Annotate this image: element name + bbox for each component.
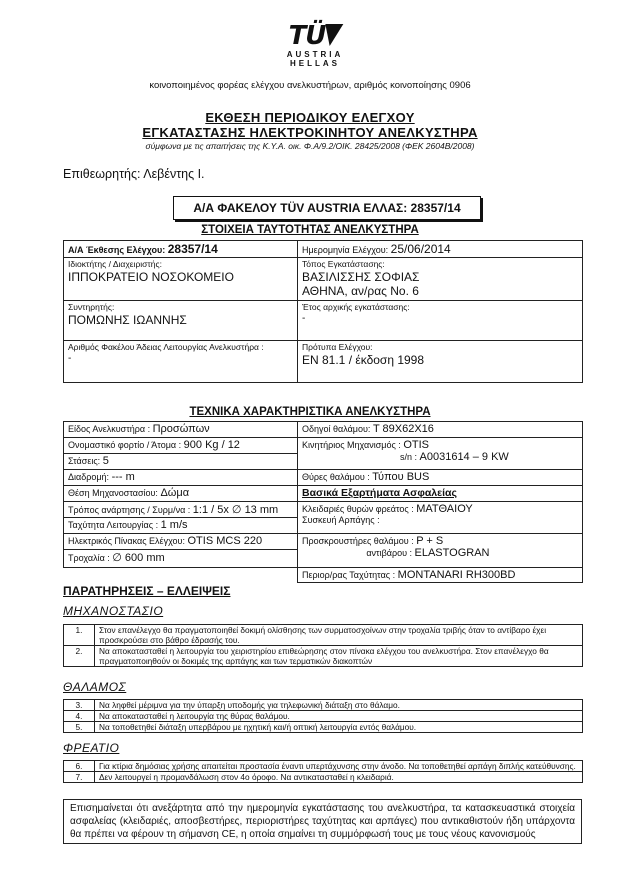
notified-body-text: κοινοποιημένος φορέας ελέγχου ανελκυστήρων, αριθμός κοινοποίησης 0906 bbox=[149, 80, 471, 91]
motor-cell: Κινητήριος Μηχανισμός : OTIS s/n : A0031614 – 9 KW bbox=[298, 438, 583, 470]
location-line1: ΒΑΣΙΛΙΣΣΗΣ ΣΟΦΙΑΣ bbox=[302, 270, 420, 284]
tech-row-travel: Διαδρομή: --- m bbox=[64, 470, 298, 486]
car-doors-cell: Θύρες θαλάμου : Τύπου BUS bbox=[298, 470, 583, 486]
technical-heading: ΤΕΧΝΙΚΑ ΧΑΡΑΚΤΗΡΙΣΤΙΚΑ ΑΝΕΛΚΥΣΤΗΡΑ bbox=[189, 406, 431, 418]
standard-value: ΕΝ 81.1 / έκδοση 1998 bbox=[302, 353, 425, 367]
location-cell: Τόπος Εγκατάστασης: ΒΑΣΙΛΙΣΣΗΣ ΣΟΦΙΑΣ ΑΘΗΝΑ, αν/ρας Νο. 6 bbox=[298, 258, 583, 301]
report-number-cell: Α/Α Έκθεσης Ελέγχου: 28357/14 bbox=[64, 241, 298, 258]
report-title-line1: ΕΚΘΕΣΗ ΠΕΡΙΟΔΙΚΟΥ ΕΛΕΓΧΟΥ bbox=[205, 110, 415, 125]
inspection-date: 25/06/2014 bbox=[390, 242, 451, 256]
note-2: Να αποκατασταθεί η λειτουργία του χειριστηρίου επιθεώρησης στον πίνακα ελέγχου του ανελκυστήρα. Στον επανέλεγχο θα πραγματοποιηθούν οι δοκιμές της αρπάγης και των τερματικών διακοπτών bbox=[95, 646, 583, 667]
tuv-logo bbox=[280, 22, 350, 68]
shaft-notes: 6. Για κτίρια δημόσιας χρήσης απαιτείται προστασία έναντι υπερτάχυνσης στην άνοδο. Να τοποθετηθεί αρπάγη διπλής κατεύθυνσης. 7. Δεν λειτουργεί η προμανδάλωση στον 4ο όροφο. Να αντικατασταθεί η κλειδαριά. bbox=[63, 760, 583, 783]
inspector-name: Επιθεωρητής: Λεβέντης Ι. bbox=[63, 167, 205, 181]
technical-table bbox=[63, 421, 583, 583]
note-6: Για κτίρια δημόσιας χρήσης απαιτείται προστασία έναντι υπερτάχυνσης στην άνοδο. Να τοποθετηθεί αρπάγη διπλής κατεύθυνσης. bbox=[95, 761, 583, 772]
identity-heading: ΣΤΟΙΧΕΙΑ ΤΑΥΤΟΤΗΤΑΣ ΑΝΕΛΚΥΣΤΗΡΑ bbox=[201, 224, 419, 236]
report-title-line2: ΕΓΚΑΤΑΣΤΑΣΗΣ ΗΛΕΚΤΡΟΚΙΝΗΤΟΥ ΑΝΕΛΚΥΣΤΗΡΑ bbox=[142, 125, 478, 140]
car-notes: 3. Να ληφθεί μέριμνα για την ύπαρξη υποδομής για τηλεφωνική διάταξη στο θάλαμο. 4. Να αποκατασταθεί η λειτουργία της θύρας θαλάμου. 5. Να τοποθετηθεί διάταξη υπερβάρου με ηχητική και/ή οπτική λειτουργία εντός θαλάμου. bbox=[63, 699, 583, 733]
install-year-value: - bbox=[302, 313, 306, 324]
tech-row-speed: Ταχύτητα Λειτουργίας : 1 m/s bbox=[64, 518, 298, 534]
car-guides-cell: Οδηγοί θαλάμου: T 89X62X16 bbox=[298, 422, 583, 438]
governor-cell: Περιορ/ρας Ταχύτητας : MONTANARI RH300BD bbox=[298, 568, 583, 583]
tech-row-sheave: Τροχαλία : ∅ 600 mm bbox=[64, 550, 298, 568]
license-value: - bbox=[68, 353, 72, 364]
ce-marking-note: Επισημαίνεται ότι ανεξάρτητα από την ημερομηνία εγκατάστασης του ανελκυστήρα, τα κατασκευαστικά στοιχεία ασφαλείας (κλειδαριές, αποσβεστήρες, περιοριστήρες ταχύτητας και αρπάγες) που αντικαθιστούν ήδη υπάρχοντα θα πρέπει να φέρουν τη σήμανση CE, η οποία σημαίνει τη συμμόρφωσή τους με τους νέους κανονισμούς bbox=[63, 799, 582, 844]
tech-row-type: Είδος Ανελκυστήρα : Προσώπων bbox=[64, 422, 298, 438]
inspection-date-cell: Ημερομηνία Ελέγχου: 25/06/2014 bbox=[298, 241, 583, 258]
legal-reference: σύμφωνα με τις απαιτήσεις της Κ.Υ.Α. οικ. Φ.Α/9.2/ΟΙΚ. 28425/2008 (ΦΕΚ 2604Β/2008) bbox=[145, 141, 475, 151]
shaft-heading: ΦΡΕΑΤΙΟ bbox=[63, 741, 120, 755]
owner-cell: Ιδιοκτήτης / Διαχειριστής: ΙΠΠΟΚΡΑΤΕΙΟ ΝΟΣΟΚΟΜΕΙΟ bbox=[64, 258, 298, 301]
tech-row-stops: Στάσεις: 5 bbox=[64, 454, 298, 470]
note-4: Να αποκατασταθεί η λειτουργία της θύρας θαλάμου. bbox=[95, 711, 583, 722]
logo-sub-hellas: HELLAS bbox=[290, 59, 340, 68]
install-year-cell: Έτος αρχικής εγκατάστασης: - bbox=[298, 301, 583, 341]
owner-value: ΙΠΠΟΚΡΑΤΕΙΟ ΝΟΣΟΚΟΜΕΙΟ bbox=[68, 270, 234, 284]
logo-mark: TÜ bbox=[288, 21, 326, 51]
note-5: Να τοποθετηθεί διάταξη υπερβάρου με ηχητική και/ή οπτική λειτουργία εντός θαλάμου. bbox=[95, 722, 583, 733]
file-number-box: Α/Α ΦΑΚΕΛΟΥ TÜV AUSTRIA ΕΛΛΑΣ: 28357/14 bbox=[173, 196, 481, 220]
maintainer-cell: Συντηρητής: ΠΟΜΩΝΗΣ ΙΩΑΝΝΗΣ bbox=[64, 301, 298, 341]
tech-row-controller: Ηλεκτρικός Πίνακας Ελέγχου: OTIS MCS 220 bbox=[64, 534, 298, 550]
note-7: Δεν λειτουργεί η προμανδάλωση στον 4ο όροφο. Να αντικατασταθεί η κλειδαριά. bbox=[95, 772, 583, 783]
tech-row-machine-room: Θέση Μηχανοστασίου: Δώμα bbox=[64, 486, 298, 502]
car-heading: ΘΑΛΑΜΟΣ bbox=[63, 680, 127, 694]
empty-cell bbox=[64, 568, 298, 583]
identity-table bbox=[63, 240, 583, 383]
report-number: 28357/14 bbox=[167, 242, 218, 256]
locks-cell: Κλειδαριές θυρών φρεάτος : ΜΑΤΘΑΙΟΥ Συσκευή Αρπάγης : bbox=[298, 502, 583, 534]
tech-row-suspension: Τρόπος ανάρτησης / Συρμ/να : 1:1 / 5x ∅ 13 mm bbox=[64, 502, 298, 518]
location-line2: ΑΘΗΝΑ, αν/ρας Νο. 6 bbox=[302, 284, 419, 298]
note-3: Να ληφθεί μέριμνα για την ύπαρξη υποδομής για τηλεφωνική διάταξη στο θάλαμο. bbox=[95, 700, 583, 711]
license-cell: Αριθμός Φακέλου Άδειας Λειτουργίας Ανελκυστήρα : - bbox=[64, 341, 298, 383]
standard-cell: Πρότυπα Ελέγχου: ΕΝ 81.1 / έκδοση 1998 bbox=[298, 341, 583, 383]
remarks-heading: ΠΑΡΑΤΗΡΗΣΕΙΣ – ΕΛΛΕΙΨΕΙΣ bbox=[63, 584, 231, 598]
machine-room-heading: ΜΗΧΑΝΟΣΤΑΣΙΟ bbox=[63, 604, 164, 618]
machine-room-notes: 1. Στον επανέλεγχο θα πραγματοποιηθεί δοκιμή ολίσθησης των συρματοσχοίνων στην τροχαλία τριβής όταν το αντίβαρο έχει προσκρούσει στο βάθρο έδρασής του. 2. Να αποκατασταθεί η λειτουργία του χειριστηρίου επιθεώρησης στον πίνακα ελέγχου του ανελκυστήρα. Στον επανέλεγχο θα πραγματοποιηθούν οι δοκιμές της αρπάγης και των τερματικών διακοπτών bbox=[63, 624, 583, 667]
tech-row-load: Ονομαστικό φορτίο / Άτομα : 900 Kg / 12 bbox=[64, 438, 298, 454]
buffers-cell: Προσκρουστήρες θαλάμου : P + S αντιβάρου : ELASTOGRAN bbox=[298, 534, 583, 568]
logo-sub-austria: AUSTRIA bbox=[286, 50, 344, 59]
maintainer-value: ΠΟΜΩΝΗΣ ΙΩΑΝΝΗΣ bbox=[68, 313, 187, 327]
note-1: Στον επανέλεγχο θα πραγματοποιηθεί δοκιμή ολίσθησης των συρματοσχοίνων στην τροχαλία τριβής όταν το αντίβαρο έχει προσκρούσει στο βάθρο έδρασής του. bbox=[95, 625, 583, 646]
logo-check-icon bbox=[321, 24, 344, 46]
safety-heading-cell: Βασικά Εξαρτήματα Ασφαλείας bbox=[298, 486, 583, 502]
